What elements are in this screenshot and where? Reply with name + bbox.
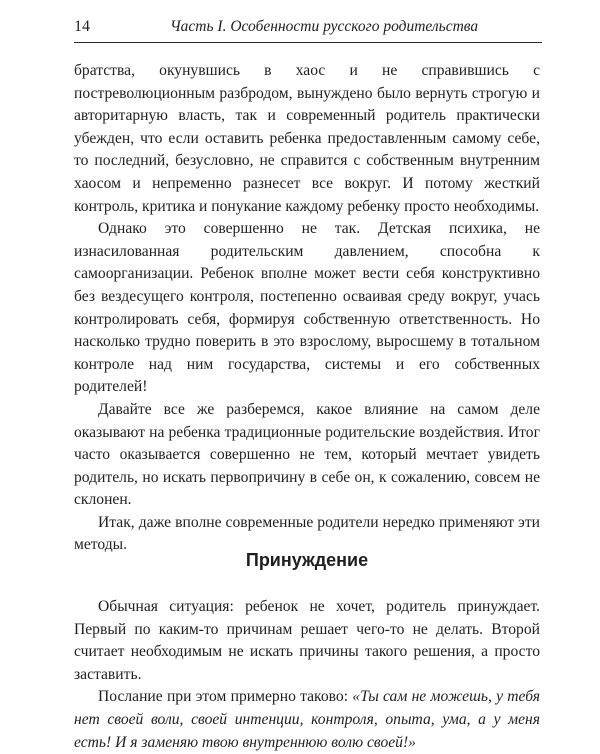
paragraph: Давайте все же разберемся, какое влияние на самом деле оказывают на ребенка традиционные родительские воздействия. Итог часто оказывается совершенно не тем, который мечтает увидеть родитель, но искать первопричину в себе он, к сожалению, совсем не склонен. — [74, 400, 540, 509]
main-text — [74, 60, 540, 557]
section-text — [74, 596, 540, 754]
quote-lead: Послание при этом примерно таково: — [98, 688, 353, 706]
paragraph-with-quote — [74, 686, 540, 754]
header-divider — [74, 42, 542, 43]
italic-quote: «Ты сам не можешь, у тебя нет своей воли, своей интенции, контроля, опыта, ума, а у меня есть! И я заменяю твою внутреннюю волю своей!» — [74, 688, 540, 751]
page-number: 14 — [74, 18, 90, 35]
running-header — [74, 17, 542, 39]
section-heading: Принуждение — [245, 550, 369, 570]
paragraph-continuation: братства, окунувшись в хаос и не справившись с постреволюционным разбродом, вынуждено было вернуть строгую и авторитарную власть, так и современный родитель практически убежден, что если оставить ребенка предоставленным самому себе, то последний, безусловно, не справится с собственным внутренним хаосом и непременно разнесет все вокруг. И потому жесткий контроль, критика и понукание каждому ребенку просто необходимы. — [74, 62, 540, 215]
paragraph: Однако это совершенно не так. Детская психика, не изнасилованная родительским давлением, способна к самоорганизации. Ребенок вполне может вести себя конструктивно без вездесущего контроля, постепенно осваивая среду вокруг, учась контролировать себя, формируя собственную ответственность. Но насколько трудно поверить в это взрослому, выросшему в тотальном контроле над ним государства, системы и его собственных родителей! — [74, 220, 540, 396]
paragraph: Итак, даже вполне современные родители нередко применяют эти методы. — [74, 513, 540, 554]
running-header-title: Часть I. Особенности русского родительства — [170, 18, 479, 35]
paragraph: Обычная ситуация: ребенок не хочет, родитель принуждает. Первый по каким-то причинам решает чего-то не делать. Второй считает необходимым не искать причины такого решения, а просто заставить. — [74, 598, 540, 683]
